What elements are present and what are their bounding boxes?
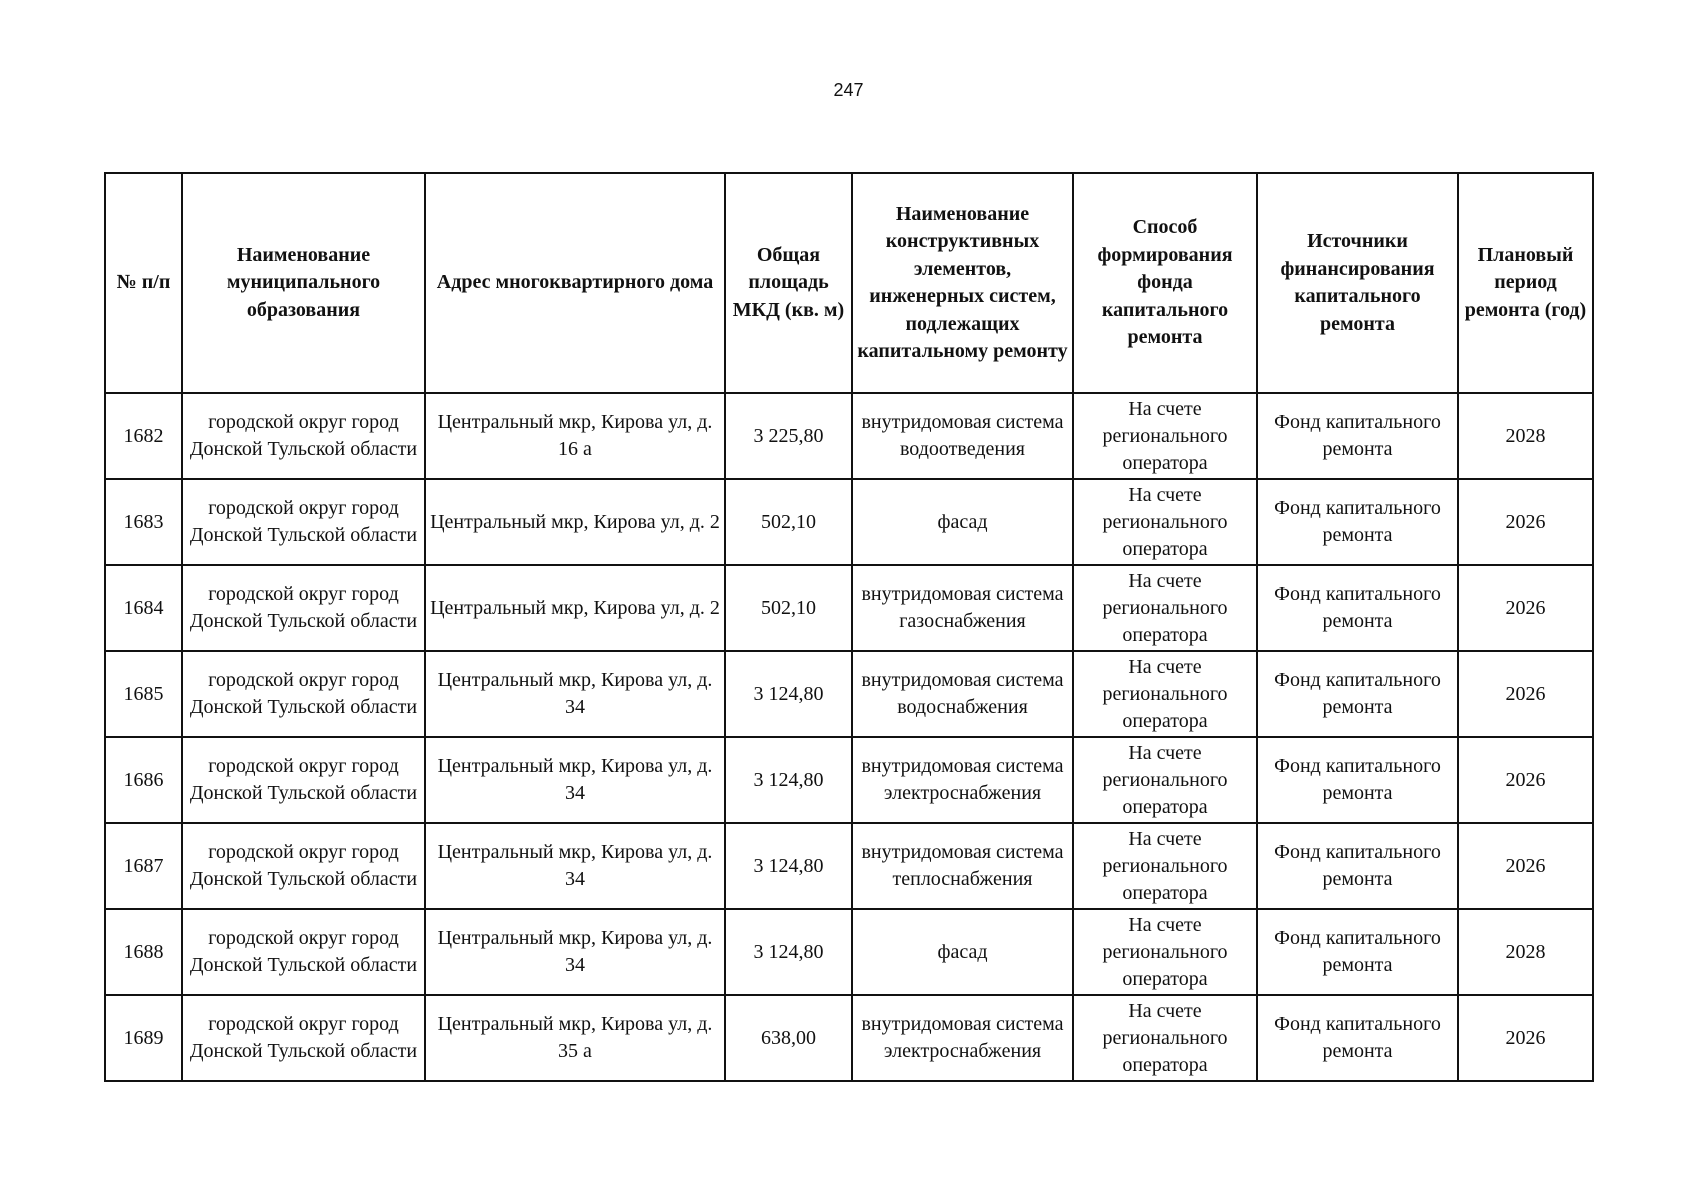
cell-period: 2026 bbox=[1458, 995, 1593, 1081]
cell-municipality: городской округ город Донской Тульской области bbox=[182, 565, 425, 651]
cell-number: 1685 bbox=[105, 651, 182, 737]
cell-elements: внутридомовая система водоснабжения bbox=[852, 651, 1073, 737]
table-row bbox=[105, 995, 1593, 1081]
header-cell-elements: Наименование конструктивных элементов, инженерных систем, подлежащих капитальному ремонту bbox=[852, 173, 1073, 393]
cell-financing: Фонд капитального ремонта bbox=[1257, 565, 1458, 651]
cell-financing: Фонд капитального ремонта bbox=[1257, 651, 1458, 737]
cell-fund-method: На счете регионального оператора bbox=[1073, 565, 1257, 651]
cell-elements: внутридомовая система теплоснабжения bbox=[852, 823, 1073, 909]
page-number: 247 bbox=[833, 80, 864, 100]
cell-number: 1683 bbox=[105, 479, 182, 565]
cell-period: 2026 bbox=[1458, 651, 1593, 737]
cell-address: Центральный мкр, Кирова ул, д. 34 bbox=[425, 737, 725, 823]
cell-period: 2028 bbox=[1458, 909, 1593, 995]
cell-financing: Фонд капитального ремонта bbox=[1257, 909, 1458, 995]
cell-financing: Фонд капитального ремонта bbox=[1257, 737, 1458, 823]
cell-fund-method: На счете регионального оператора bbox=[1073, 737, 1257, 823]
cell-fund-method: На счете регионального оператора bbox=[1073, 909, 1257, 995]
cell-area: 3 124,80 bbox=[725, 823, 852, 909]
cell-municipality: городской округ город Донской Тульской области bbox=[182, 909, 425, 995]
cell-number: 1687 bbox=[105, 823, 182, 909]
cell-area: 638,00 bbox=[725, 995, 852, 1081]
cell-period: 2026 bbox=[1458, 565, 1593, 651]
cell-financing: Фонд капитального ремонта bbox=[1257, 995, 1458, 1081]
cell-period: 2028 bbox=[1458, 393, 1593, 479]
cell-area: 502,10 bbox=[725, 565, 852, 651]
header-cell-area: Общая площадь МКД (кв. м) bbox=[725, 173, 852, 393]
cell-area: 3 124,80 bbox=[725, 909, 852, 995]
cell-municipality: городской округ город Донской Тульской области bbox=[182, 651, 425, 737]
cell-period: 2026 bbox=[1458, 737, 1593, 823]
cell-financing: Фонд капитального ремонта bbox=[1257, 823, 1458, 909]
cell-fund-method: На счете регионального оператора bbox=[1073, 823, 1257, 909]
cell-area: 3 225,80 bbox=[725, 393, 852, 479]
cell-municipality: городской округ город Донской Тульской области bbox=[182, 823, 425, 909]
repair-registry-table bbox=[104, 172, 1594, 1082]
cell-address: Центральный мкр, Кирова ул, д. 34 bbox=[425, 823, 725, 909]
table-row bbox=[105, 823, 1593, 909]
cell-area: 3 124,80 bbox=[725, 737, 852, 823]
table-row bbox=[105, 565, 1593, 651]
table-row bbox=[105, 909, 1593, 995]
cell-period: 2026 bbox=[1458, 479, 1593, 565]
header-cell-address: Адрес многоквартирного дома bbox=[425, 173, 725, 393]
cell-address: Центральный мкр, Кирова ул, д. 2 bbox=[425, 565, 725, 651]
header-cell-financing: Источники финансирования капитального ремонта bbox=[1257, 173, 1458, 393]
cell-fund-method: На счете регионального оператора bbox=[1073, 393, 1257, 479]
table-row bbox=[105, 393, 1593, 479]
header-cell-fund-method: Способ формирования фонда капитального ремонта bbox=[1073, 173, 1257, 393]
cell-address: Центральный мкр, Кирова ул, д. 35 а bbox=[425, 995, 725, 1081]
cell-municipality: городской округ город Донской Тульской области bbox=[182, 737, 425, 823]
header-cell-number: № п/п bbox=[105, 173, 182, 393]
cell-financing: Фонд капитального ремонта bbox=[1257, 393, 1458, 479]
table-row bbox=[105, 479, 1593, 565]
cell-number: 1686 bbox=[105, 737, 182, 823]
cell-elements: внутридомовая система электроснабжения bbox=[852, 995, 1073, 1081]
cell-number: 1688 bbox=[105, 909, 182, 995]
cell-municipality: городской округ город Донской Тульской области bbox=[182, 479, 425, 565]
cell-municipality: городской округ город Донской Тульской области bbox=[182, 995, 425, 1081]
cell-fund-method: На счете регионального оператора bbox=[1073, 479, 1257, 565]
cell-elements: фасад bbox=[852, 479, 1073, 565]
cell-fund-method: На счете регионального оператора bbox=[1073, 995, 1257, 1081]
cell-elements: внутридомовая система электроснабжения bbox=[852, 737, 1073, 823]
cell-address: Центральный мкр, Кирова ул, д. 34 bbox=[425, 651, 725, 737]
table-row bbox=[105, 737, 1593, 823]
header-row bbox=[105, 173, 1593, 393]
cell-elements: фасад bbox=[852, 909, 1073, 995]
cell-area: 502,10 bbox=[725, 479, 852, 565]
header-cell-municipality: Наименование муниципального образования bbox=[182, 173, 425, 393]
cell-address: Центральный мкр, Кирова ул, д. 34 bbox=[425, 909, 725, 995]
cell-elements: внутридомовая система газоснабжения bbox=[852, 565, 1073, 651]
cell-address: Центральный мкр, Кирова ул, д. 2 bbox=[425, 479, 725, 565]
cell-municipality: городской округ город Донской Тульской области bbox=[182, 393, 425, 479]
cell-elements: внутридомовая система водоотведения bbox=[852, 393, 1073, 479]
table-row bbox=[105, 651, 1593, 737]
cell-address: Центральный мкр, Кирова ул, д. 16 а bbox=[425, 393, 725, 479]
cell-number: 1689 bbox=[105, 995, 182, 1081]
cell-period: 2026 bbox=[1458, 823, 1593, 909]
cell-area: 3 124,80 bbox=[725, 651, 852, 737]
cell-financing: Фонд капитального ремонта bbox=[1257, 479, 1458, 565]
cell-number: 1682 bbox=[105, 393, 182, 479]
header-cell-period: Плановый период ремонта (год) bbox=[1458, 173, 1593, 393]
cell-number: 1684 bbox=[105, 565, 182, 651]
cell-fund-method: На счете регионального оператора bbox=[1073, 651, 1257, 737]
